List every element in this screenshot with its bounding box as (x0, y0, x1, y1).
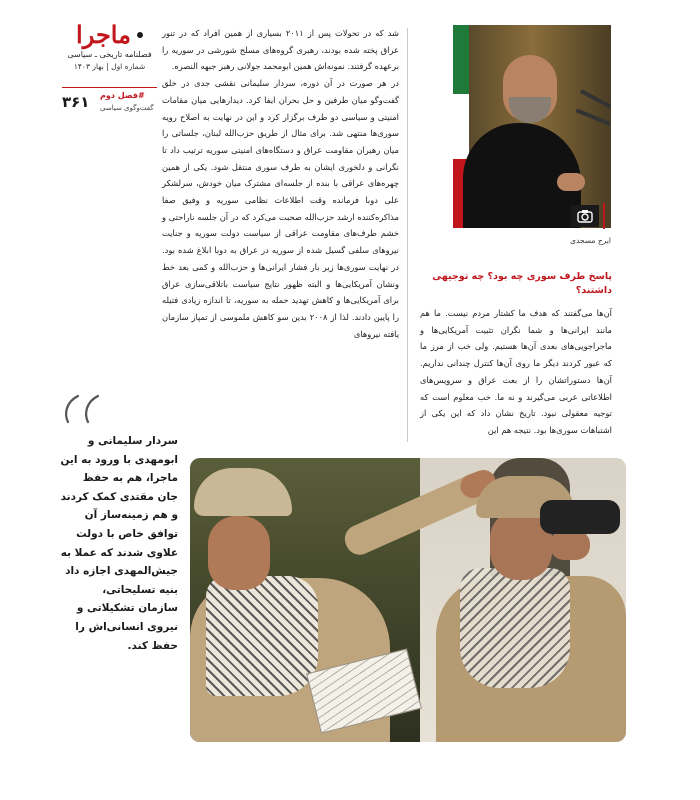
body-column-left (162, 25, 399, 455)
quote-mark-icon (62, 392, 108, 428)
section-hash-icon: # (138, 91, 145, 100)
figure-left-head (208, 516, 270, 590)
issue-info: شماره اول | بهار ۱۴۰۳ (73, 62, 146, 71)
column-divider (407, 28, 408, 442)
subsection-label: گفت‌وگوی سیاسی (100, 104, 154, 112)
masthead-brand (62, 22, 157, 48)
paragraph: آن‌ها می‌گفتند که هدف ما کشتار مردم نیست. ما هم مانند ایرانی‌ها و شما نگران تثبیت آمریکایی‌ها و ماجراجویی‌های بعدی آن‌ها هستیم. ولی خب از مرز ما که عبور کردند دیگر ما روی آن‌ها کنترل چندانی نداریم. آن‌ها دستوراتشان را از بعث عراق و سرویس‌های اطلاعاتی عربی می‌گیرند و نه ما. خب معلوم است که توجیه معقولی نبود. تاریخ نشان داد که این یکی از اشتباهات سوری‌ها بود. نتیجه هم این (420, 308, 612, 435)
masthead-subtitle: فصلنامه تاریخی ـ سیاسی (67, 50, 152, 59)
body-column-right (420, 305, 612, 445)
camera-badge (571, 205, 599, 227)
masthead-divider (62, 87, 157, 88)
section-label (100, 91, 149, 100)
paragraph: در هر صورت در آن دوره، سردار سلیمانی نقشی جدی در خلق گفت‌وگو میان طرفین و حل بحران ایفا کرد. دیدارهایی میان مقامات امنیتی و سیاسی دو طرف برگزار کرد و این در نهایت به اصلاح رویه سوری‌ها منتهی شد. برای مثال از طریق حزب‌الله لبنان، جلساتی را میان رهبران مقاومت عراق و دستگاه‌های امنیتی سوریه ترتیب داد تا نگرانی و دلخوری ایشان به طرف سوری منتقل شود. یکی از همین چهره‌های عراقی با بنده از جلسه‌ای مشترک میان خودش، سرلشکر علی دوبا فرمانده وقت اطلاعات نظامی سوریه و وفیق صفا مذاکره‌کننده ارشد حزب‌الله صحبت می‌کرد که در آن جلسه ناراحتی و خشم طرف‌های مقاومت عراقی از سیاست دولت سوریه و جنایت نیروهای سلفی گسیل شده از سوریه در عراق به دوبا ابلاغ شده بود. در نهایت سوری‌ها زیر بار فشار ایرانی‌ها و حزب‌الله و کمی بعد خط ونشان آمریکایی‌ها و البته ظهور نتایج سیاست باتلاقی‌سازی عراق برای آمریکایی‌ها و کاهش تهدید حمله به سوریه، تا اندازه زیادی فتیله را پایین دادند. لذا از ۲۰۰۸ بدین سو کاهش ملموسی از تمپاز سازمان یافته نیروهای (162, 78, 399, 339)
figure-left-scarf (206, 576, 318, 696)
commanders-photo (190, 458, 626, 742)
pull-quote: سردار سلیمانی و ابومهدی با ورود به این ماجرا، هم به حفظ جان مقتدی کمک کردند و هم زمینه‌ساز آن توافق خاص با دولت علاوی شدند که عملا به جیش‌المهدی اجازه داد بنیه تسلیحاتی، سازمان تشکیلاتی و نیروی انسانی‌اش را حفظ کند. (60, 435, 178, 652)
binoculars (540, 500, 620, 534)
masthead (62, 22, 157, 71)
figure-right-scarf (460, 568, 570, 688)
figure-hand (557, 173, 585, 191)
camera-icon (577, 209, 593, 223)
brand-dot-icon (137, 32, 143, 38)
photo-caption: ایرج مسجدی (570, 236, 611, 245)
figure-right-hand (550, 530, 590, 560)
section-title: فصل دوم (100, 91, 138, 100)
page-number: ۳۶۱ (62, 93, 90, 111)
paragraph: شد که در تحولات پس از ۲۰۱۱ بسیاری از همین افراد که در تنور عراق پخته شده بودند، رهبری گروه‌های مسلح شورشی در سوریه را برعهده گرفتند. نمونه‌اش همین ابومحمد جولانی رهبر جبهه النصره. (162, 28, 399, 72)
ambassador-photo (453, 25, 611, 228)
caption-accent-rule (603, 203, 605, 229)
brand-title: ماجرا (76, 20, 131, 49)
question-heading: پاسخ طرف سوری چه بود؟ چه توجیهی داشتند؟ (432, 271, 612, 296)
